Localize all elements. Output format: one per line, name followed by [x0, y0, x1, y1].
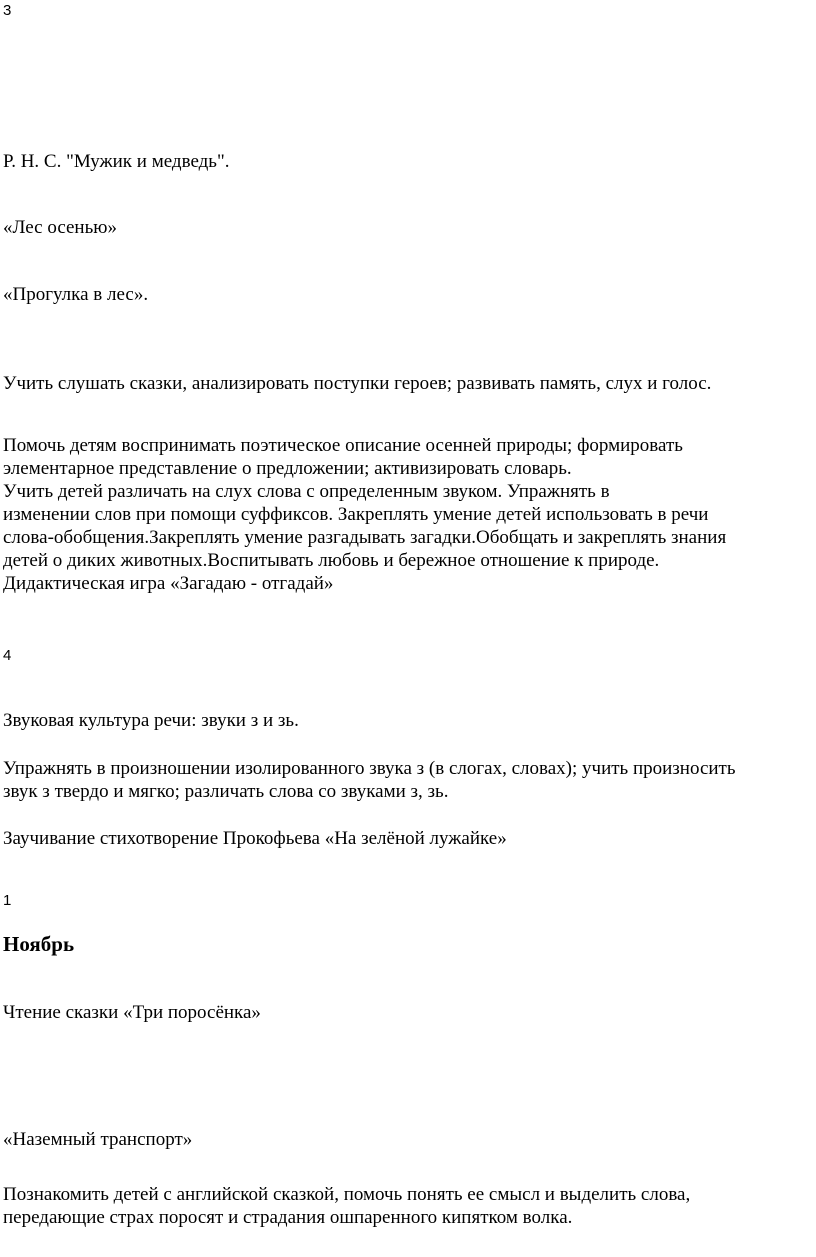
forest-goal-paragraph — [3, 434, 726, 595]
story-goal: Учить слушать сказки, анализировать поступки героев; развивать память, слух и голос. — [3, 373, 712, 394]
reading-topic: Чтение сказки «Три поросёнка» — [3, 1002, 261, 1023]
transport-topic: «Наземный транспорт» — [3, 1129, 193, 1150]
sound-culture-topic: Звуковая культура речи: звуки з и зь. — [3, 710, 299, 731]
walk-topic: «Прогулка в лес». — [3, 284, 149, 305]
sound-goal-line: звук з твердо и мягко; различать слова со звуками з, зь. — [3, 781, 449, 802]
page-number-1: 1 — [3, 892, 12, 909]
forest-goal-line: Помочь детям воспринимать поэтическое описание осенней природы; формировать — [3, 435, 683, 456]
reading-goal-line: Познакомить детей с английской сказкой, помочь понять ее смысл и выделить слова, — [3, 1184, 691, 1205]
sound-goal-paragraph — [3, 757, 736, 803]
poem-topic: Заучивание стихотворение Прокофьева «На зелёной лужайке» — [3, 828, 507, 849]
sound-goal-line: Упражнять в произношении изолированного звука з (в слогах, словах); учить произносить — [3, 758, 736, 779]
month-heading: Ноябрь — [3, 932, 75, 956]
forest-goal-line: Дидактическая игра «Загадаю - отгадай» — [3, 573, 334, 594]
forest-goal-line: изменении слов при помощи суффиксов. Закреплять умение детей использовать в речи — [3, 504, 709, 525]
forest-goal-line: детей о диких животных.Воспитывать любовь и бережное отношение к природе. — [3, 550, 660, 571]
page-number-4: 4 — [3, 647, 12, 664]
forest-goal-line: элементарное представление о предложении; активизировать словарь. — [3, 458, 572, 479]
forest-goal-line: слова-обобщения.Закреплять умение разгадывать загадки.Обобщать и закреплять знания — [3, 527, 727, 548]
reading-goal-paragraph — [3, 1183, 690, 1229]
forest-goal-line: Учить детей различать на слух слова с определенным звуком. Упражнять в — [3, 481, 610, 502]
forest-topic: «Лес осенью» — [3, 217, 117, 238]
story-title: Р. Н. С. "Мужик и медведь". — [3, 151, 230, 172]
page-number-3: 3 — [3, 2, 12, 19]
reading-goal-line: передающие страх поросят и страдания ошпаренного кипятком волка. — [3, 1207, 573, 1228]
